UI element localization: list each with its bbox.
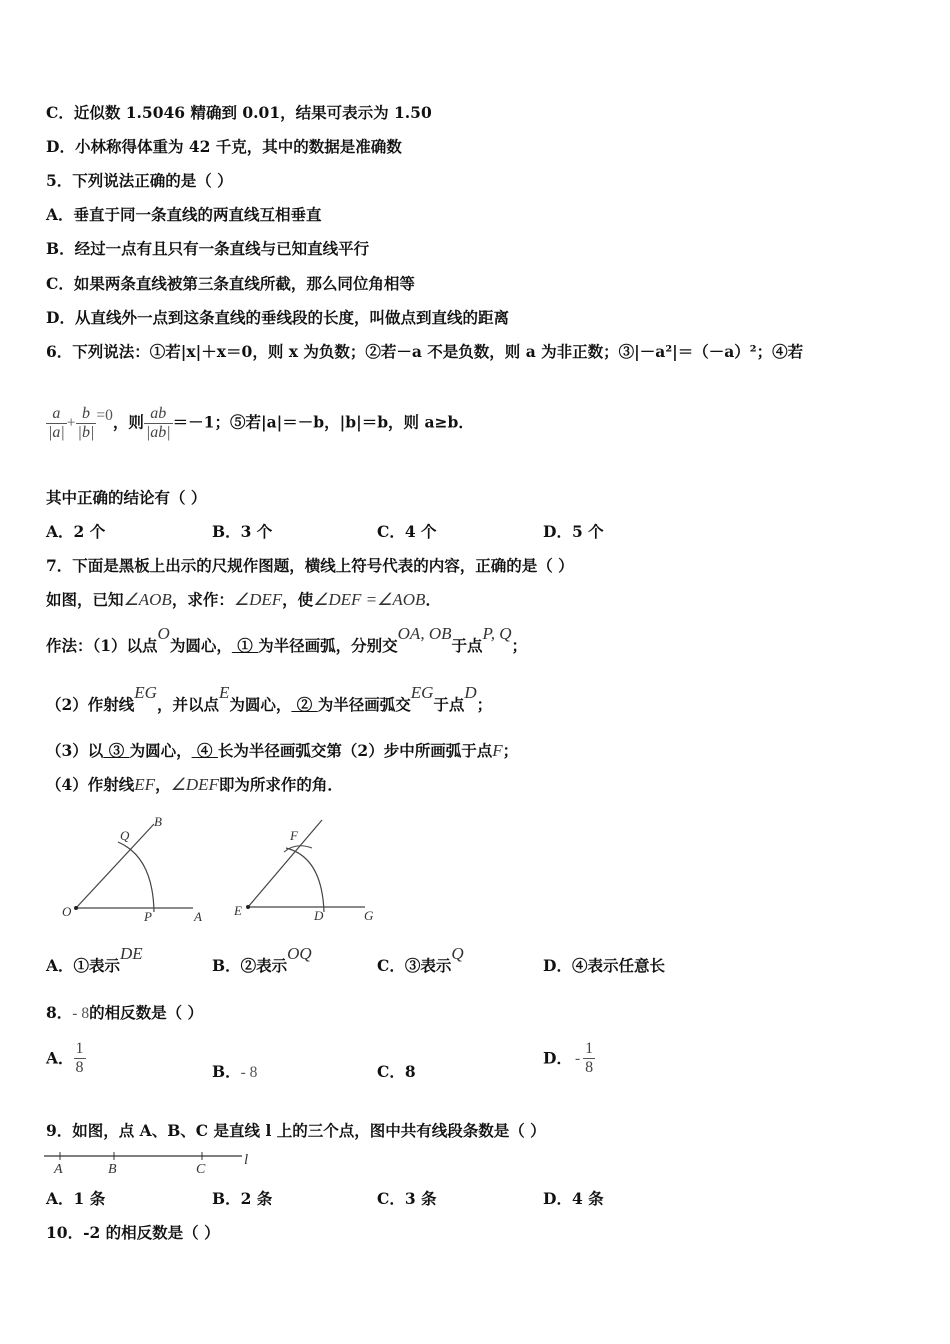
q6-tail: ＝－1；⑤若|a|＝－b，|b|＝b，则 a≥b． — [172, 412, 474, 432]
q8-option-c: C．8 — [377, 1062, 416, 1081]
q4-option-d: D．小林称得体重为 42 千克，其中的数据是准确数 — [46, 137, 402, 156]
q6-then: ，则 — [112, 412, 144, 432]
label-b: B — [154, 814, 162, 829]
q7-option-d: D．④表示任意长 — [543, 956, 665, 975]
label-o: O — [62, 904, 72, 919]
ray-ob — [76, 824, 154, 908]
q6-stem: 6．下列说法：①若|x|＋x＝0，则 x 为负数；②若－a 不是负数，则 a 为非正数；③|－a²|＝（－a）²；④若 — [46, 342, 804, 361]
label-q: Q — [120, 828, 130, 843]
q9-figure-line-abc — [44, 1148, 259, 1178]
q7-step3: （3）以 ③ 为圆心， ④ 长为半径画弧交第（2）步中所画弧于点F； — [46, 741, 519, 760]
q6-frac-b: $\frac{b}{|b|}$ — [77, 405, 95, 441]
label-p: P — [144, 909, 152, 924]
q10-stem: 10．-2 的相反数是（ ） — [46, 1223, 220, 1242]
label-l: l — [244, 1152, 249, 1168]
q6-option-c: C．4 个 — [377, 522, 437, 541]
label-e: E — [234, 903, 242, 918]
q7-step2: （2）作射线EG，并以点E为圆心， ② 为半径画弧交EG于点D； — [46, 683, 493, 714]
q6-conclusion: 其中正确的结论有（ ） — [46, 488, 207, 507]
label-a: A — [54, 1162, 63, 1177]
q7-given: 如图，已知∠AOB，求作：∠DEF，使∠DEF =∠AOB． — [46, 590, 441, 609]
q9-option-c: C．3 条 — [377, 1189, 437, 1208]
q9-option-d: D．4 条 — [543, 1189, 604, 1208]
q6-option-d: D．5 个 — [543, 522, 604, 541]
point-e — [246, 905, 250, 909]
q6-option-a: A．2 个 — [46, 522, 106, 541]
q9-option-b: B．2 条 — [212, 1189, 273, 1208]
q6-eq0: =0 — [96, 406, 113, 424]
label-f: F — [290, 828, 298, 843]
label-a: A — [194, 909, 202, 924]
q8-option-d: D． - $\frac{1}{8}$ — [543, 1040, 594, 1076]
q9-option-a: A．1 条 — [46, 1189, 106, 1208]
ray-ef — [248, 820, 322, 907]
q5-stem: 5．下列说法正确的是（ ） — [46, 171, 233, 190]
label-c: C — [196, 1162, 206, 1177]
q8-option-a: A． $\frac{1}{8}$ — [46, 1040, 84, 1076]
q7-stem: 7．下面是黑板上出示的尺规作图题，横线上符号代表的内容，正确的是（ ） — [46, 556, 574, 575]
q7-step4: （4）作射线EF，∠DEF即为所求作的角． — [46, 775, 343, 794]
q7-option-b: B．②表示OQ — [212, 944, 312, 975]
q7-option-c: C．③表示Q — [377, 944, 464, 975]
label-g: G — [364, 908, 374, 923]
arc-pq — [118, 842, 154, 912]
q8-stem: 8．- 8的相反数是（ ） — [46, 1003, 203, 1022]
label-d: D — [314, 908, 324, 923]
arc-df — [286, 848, 324, 912]
q9-stem: 9．如图，点 A、B、C 是直线 l 上的三个点，图中共有线段条数是（ ） — [46, 1121, 546, 1140]
point-o — [74, 906, 78, 910]
q5-option-d: D．从直线外一点到这条直线的垂线段的长度，叫做点到直线的距离 — [46, 308, 509, 327]
q6-plus: + — [66, 414, 76, 432]
q4-option-c: C．近似数 1.5046 精确到 0.01，结果可表示为 1.50 — [46, 103, 432, 122]
q5-option-b: B．经过一点有且只有一条直线与已知直线平行 — [46, 239, 370, 258]
q6-option-b: B．3 个 — [212, 522, 273, 541]
q7-figure-angle-def — [230, 812, 380, 927]
q8-option-b: B．- 8 — [212, 1062, 258, 1081]
q7-option-a: A．①表示DE — [46, 944, 143, 975]
q7-figure-angle-aob — [58, 812, 208, 927]
q6-frac-a: $\frac{a}{|a|}$ — [48, 405, 65, 441]
q5-option-a: A．垂直于同一条直线的两直线互相垂直 — [46, 205, 322, 224]
q6-frac-ab: $\frac{ab}{|ab|}$ — [145, 405, 171, 441]
q5-option-c: C．如果两条直线被第三条直线所截，那么同位角相等 — [46, 274, 415, 293]
q7-step1: 作法：（1）以点O为圆心， ① 为半径画弧，分别交OA, OB于点P, Q； — [46, 624, 527, 655]
q6-formula-line — [46, 405, 474, 442]
label-b: B — [108, 1162, 117, 1177]
